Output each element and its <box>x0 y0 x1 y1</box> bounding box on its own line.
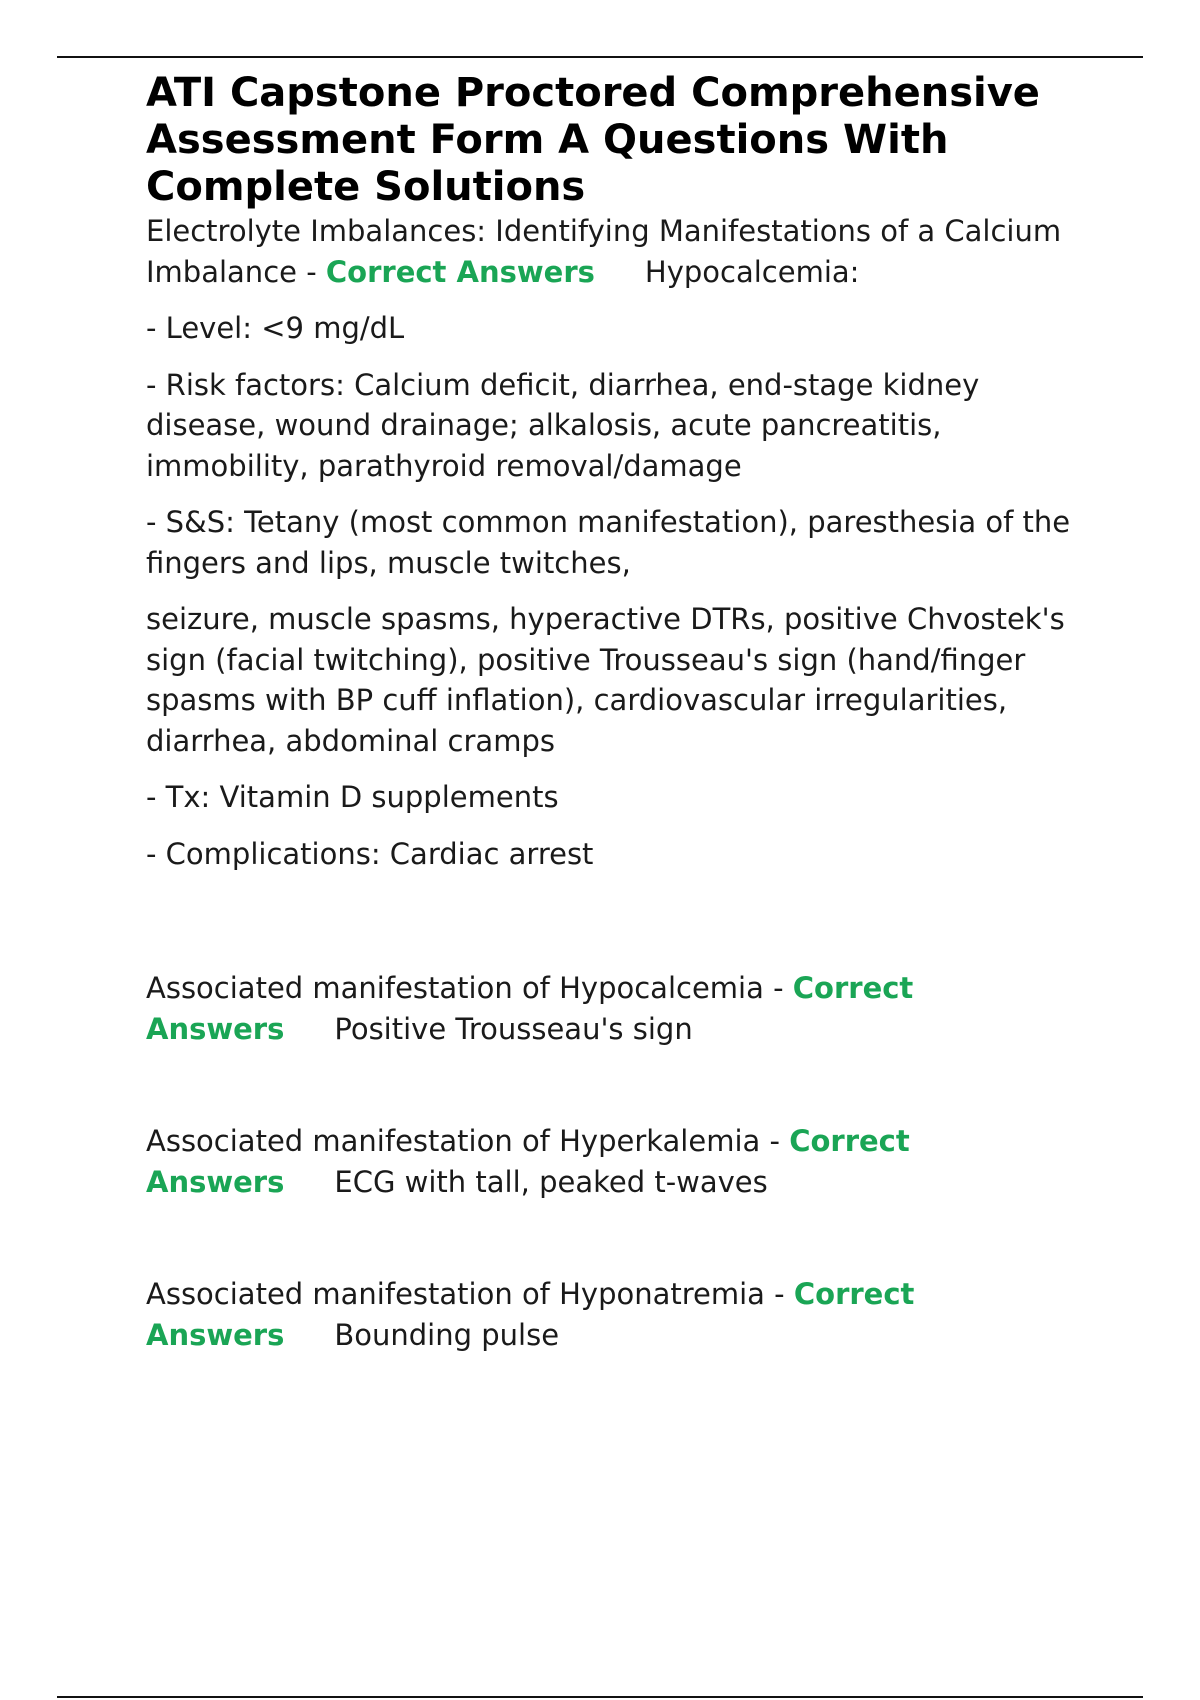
detail-complications: - Complications: Cardiac arrest <box>146 836 594 871</box>
correct-answers-label: Correct Answers <box>146 1124 910 1199</box>
answer-text: Positive Trousseau's sign <box>334 1011 693 1046</box>
question-text: Electrolyte Imbalances: Identifying Manifestations of a Calcium Imbalance - <box>146 214 1062 289</box>
answer-text: Hypocalcemia: <box>644 254 860 289</box>
detail-signs-symptoms-continued: seizure, muscle spasms, hyperactive DTRs, positive Chvostek's sign (facial twitching), positive Trousseau's sign (hand/finger spasms with BP cuff inflation), cardiovascular irregularities, diarrhea, abdominal cramps <box>146 602 1065 758</box>
question-text: Associated manifestation of Hypocalcemia - <box>146 971 793 1005</box>
detail-risk-factors: - Risk factors: Calcium deficit, diarrhea, end-stage kidney disease, wound drainage; alkalosis, acute pancreatitis, immobility, parathyroid removal/damage <box>146 367 980 483</box>
detail-signs-symptoms: - S&S: Tetany (most common manifestation), paresthesia of the fingers and lips, muscle twitches, <box>146 505 1071 580</box>
correct-answers-label: Correct Answers <box>325 254 595 289</box>
qa-item-hyponatremia <box>146 1274 1086 1355</box>
qa-item-hyperkalemia <box>146 1121 1086 1202</box>
bottom-rule <box>57 1696 1143 1698</box>
question-text: Associated manifestation of Hyponatremia - <box>146 1277 794 1311</box>
answer-text: Bounding pulse <box>334 1317 560 1352</box>
correct-answers-label: Correct Answers <box>146 971 914 1046</box>
detail-treatment: - Tx: Vitamin D supplements <box>146 780 559 814</box>
document-body <box>146 70 1086 1355</box>
question-text: Associated manifestation of Hyperkalemia - <box>146 1124 790 1158</box>
document-title: ATI Capstone Proctored Comprehensive Assessment Form A Questions With Complete Solutions <box>146 70 1040 210</box>
qa-item-hypocalcemia <box>146 968 1086 1049</box>
qa-item-calcium <box>146 211 1086 292</box>
top-rule <box>57 56 1143 58</box>
correct-answers-label: Correct Answers <box>146 1277 915 1352</box>
detail-level: - Level: <9 mg/dL <box>146 311 405 345</box>
answer-text: ECG with tall, peaked t-waves <box>334 1164 768 1199</box>
